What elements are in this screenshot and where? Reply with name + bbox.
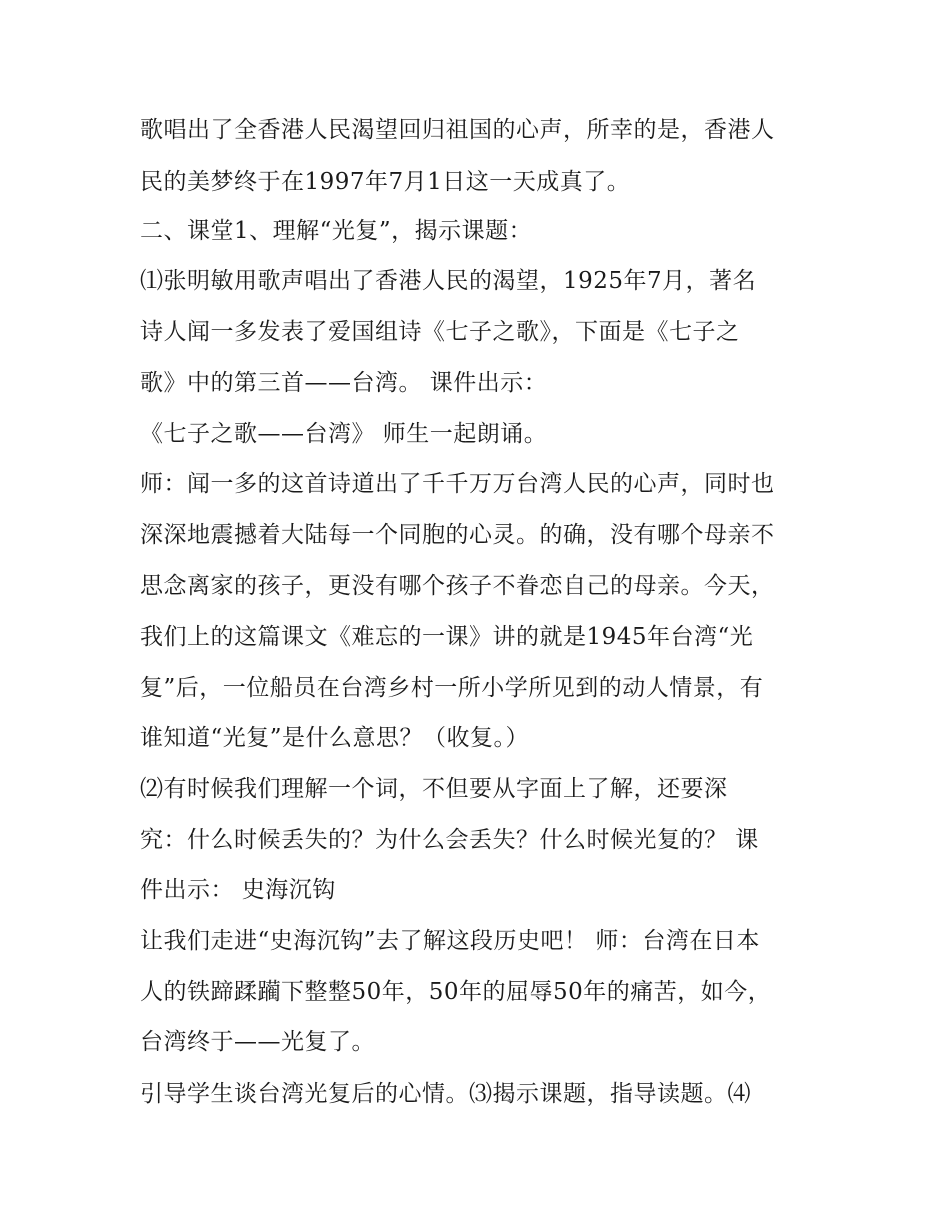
text-line: 深深地震撼着大陆每一个同胞的心灵。的确，没有哪个母亲不 <box>140 522 775 548</box>
text-line: 究：什么时候丢失的？为什么会丢失？什么时候光复的？ 课 <box>140 827 759 853</box>
text-line: 二、课堂1、理解“光复”，揭示课题： <box>140 218 533 244</box>
text-line: ⑴张明敏用歌声唱出了香港人民的渴望，1925年7月，著名 <box>140 268 757 294</box>
text-line: 歌》中的第三首——台湾。 课件出示： <box>140 370 548 396</box>
text-line: 民的美梦终于在1997年7月1日这一天成真了。 <box>140 169 631 195</box>
text-line: 件出示： 史海沉钩 <box>140 877 336 903</box>
text-line: 我们上的这篇课文《难忘的一课》讲的就是1945年台湾“光 <box>140 624 754 650</box>
text-line: 复”后，一位船员在台湾乡村一所小学所见到的动人情景，有 <box>140 675 764 701</box>
text-line: 《七子之歌——台湾》 师生一起朗诵。 <box>140 421 548 447</box>
text-line: 引导学生谈台湾光复后的心情。⑶揭示课题，指导读题。⑷ <box>140 1081 751 1107</box>
text-line: 台湾终于——光复了。 <box>140 1029 375 1055</box>
text-line: 师：闻一多的这首诗道出了千千万万台湾人民的心声，同时也 <box>140 471 775 497</box>
text-line: 诗人闻一多发表了爱国组诗《七子之歌》，下面是《七子之 <box>140 319 740 345</box>
text-line: 人的铁蹄蹂躏下整整50年，50年的屈辱50年的痛苦，如今， <box>140 979 772 1005</box>
text-line: ⑵有时候我们理解一个词，不但要从字面上了解，还要深 <box>140 776 728 802</box>
text-line: 歌唱出了全香港人民渴望回归祖国的心声，所幸的是，香港人 <box>140 117 775 143</box>
text-line: 思念离家的孩子，更没有哪个孩子不眷恋自己的母亲。今天， <box>140 573 775 599</box>
text-line: 谁知道“光复”是什么意思？（收复。） <box>140 725 530 751</box>
text-line: 让我们走进“史海沉钩”去了解这段历史吧！ 师：台湾在日本 <box>140 928 760 954</box>
